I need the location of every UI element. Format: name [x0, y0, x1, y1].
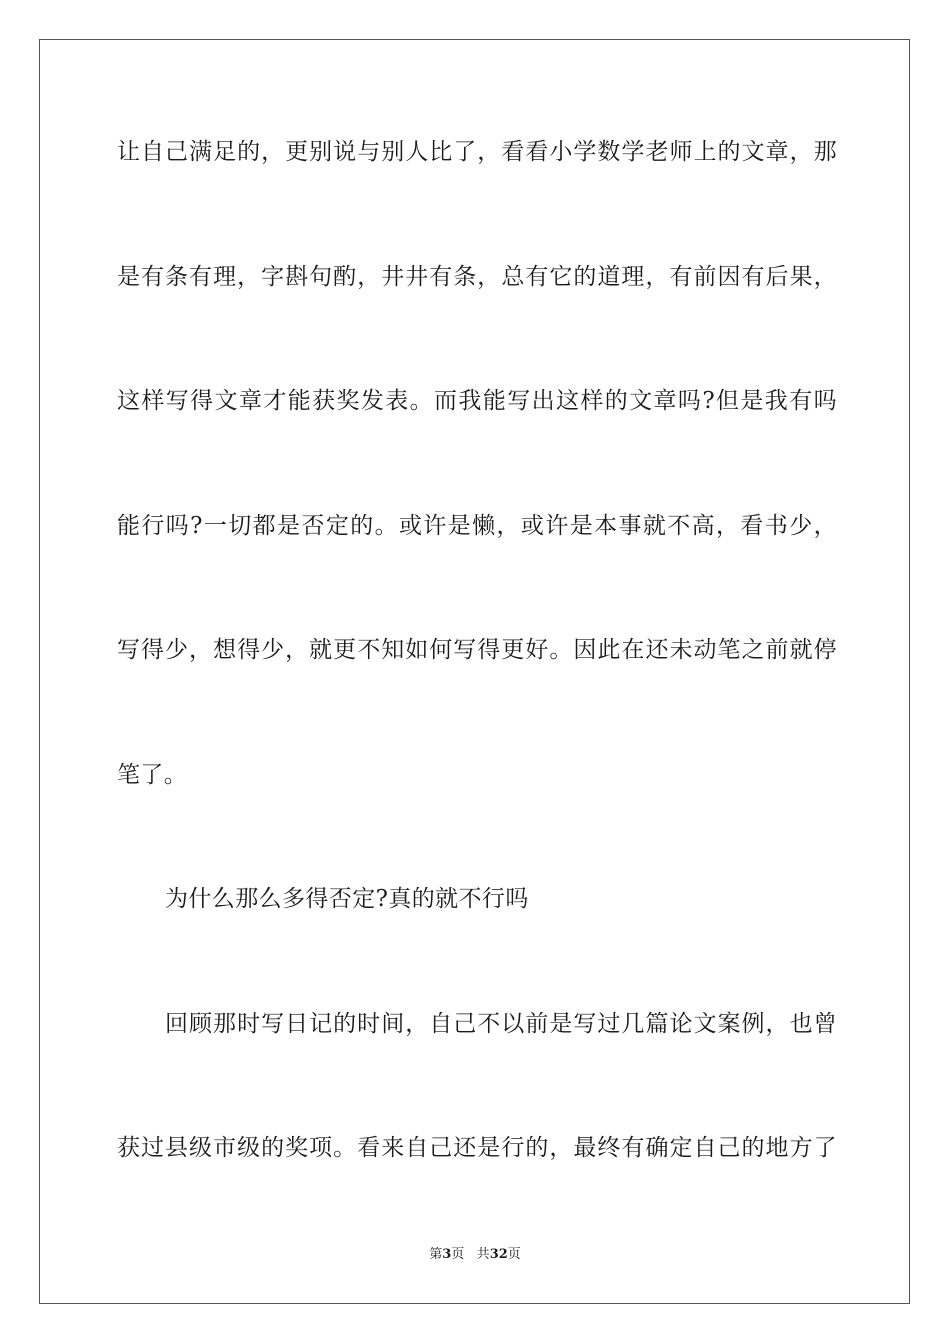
- paragraph-line-5: 写得少，想得少，就更不知如何写得更好。因此在还未动笔之前就停: [117, 637, 837, 663]
- paragraph-line-4: 能行吗?一切都是否定的。或许是懒，或许是本事就不高，看书少，: [117, 513, 837, 539]
- total-label-prefix: 共: [476, 1247, 490, 1262]
- page-label-suffix: 页: [451, 1247, 465, 1262]
- page-footer: [0, 1246, 950, 1264]
- page-border: [39, 39, 910, 1304]
- paragraph-line-2: 是有条有理，字斟句酌，井井有条，总有它的道理，有前因有后果，: [117, 264, 837, 290]
- paragraph-line-1: 让自己满足的，更别说与别人比了，看看小学数学老师上的文章，那: [117, 139, 837, 165]
- total-pages: 32: [489, 1247, 508, 1262]
- paragraph-line-3: 这样写得文章才能获奖发表。而我能写出这样的文章吗?但是我有吗: [117, 388, 837, 414]
- paragraph-line-9: 获过县级市级的奖项。看来自己还是行的，最终有确定自己的地方了: [117, 1135, 837, 1161]
- page-label-prefix: 第: [429, 1247, 443, 1262]
- page-number: 3: [442, 1247, 452, 1262]
- paragraph-line-6: 笔了。: [117, 762, 188, 788]
- paragraph-line-7: 为什么那么多得否定?真的就不行吗: [165, 886, 529, 912]
- total-label-suffix: 页: [507, 1247, 521, 1262]
- paragraph-line-8: 回顾那时写日记的时间，自己不以前是写过几篇论文案例，也曾: [165, 1011, 837, 1037]
